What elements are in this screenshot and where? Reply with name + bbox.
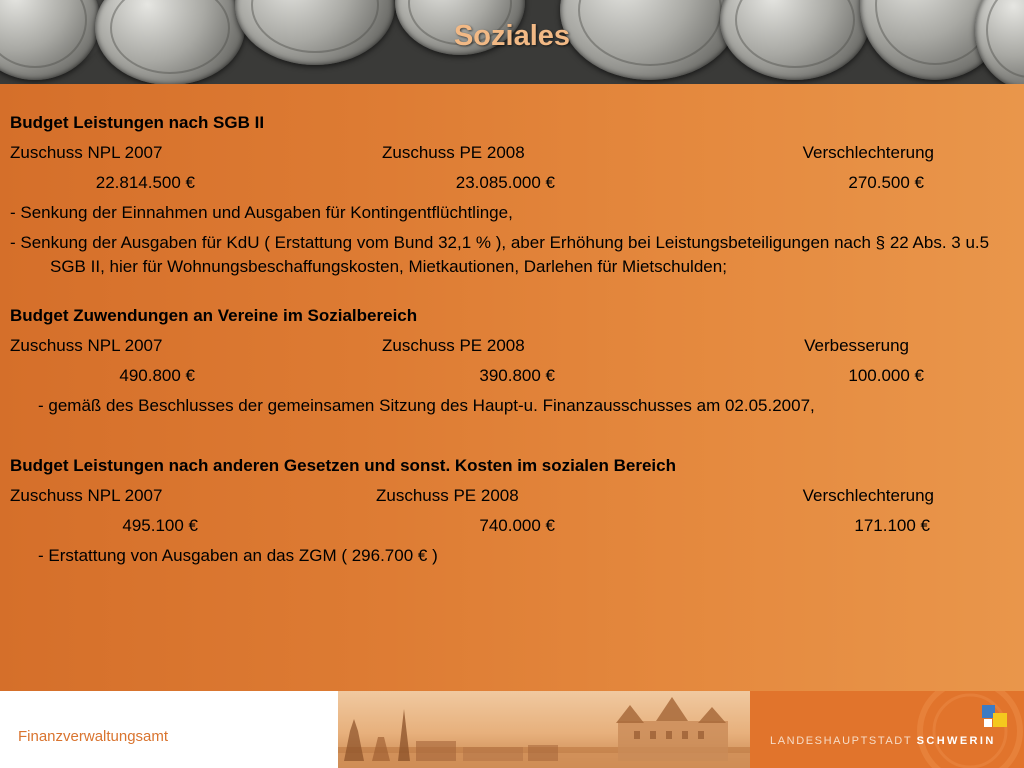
city-brand-box	[750, 691, 1024, 768]
label-change: Verschlechterung	[802, 486, 934, 505]
value-pe: 740.000 €	[479, 516, 555, 535]
value-pe: 390.800 €	[479, 366, 555, 385]
value-change: 100.000 €	[848, 366, 924, 385]
section-heading: Budget Leistungen nach anderen Gesetzen und sonst. Kosten im sozialen Bereich	[10, 456, 676, 475]
value-pe: 23.085.000 €	[455, 173, 555, 192]
note-text: - Senkung der Ausgaben für KdU ( Erstattung vom Bund 32,1 % ), aber Erhöhung bei Leistungsbeteiligungen nach § 22 Abs. 3 u.5 SGB II, hier für Wohnungsbeschaffungskosten, Mietkautionen, Darlehen für Mietschulden;	[10, 233, 990, 276]
note-text: - Senkung der Einnahmen und Ausgaben für Kontingentflüchtlinge,	[10, 203, 513, 222]
content-body	[10, 108, 1010, 571]
brand-city: SCHWERIN	[916, 735, 996, 747]
label-npl: Zuschuss NPL 2007	[10, 486, 163, 505]
value-npl: 495.100 €	[122, 516, 198, 535]
page-title: Soziales	[453, 20, 571, 52]
header-banner	[0, 0, 1024, 84]
label-pe: Zuschuss PE 2008	[376, 486, 519, 505]
label-row	[10, 331, 1010, 361]
value-npl: 22.814.500 €	[95, 173, 195, 192]
footer	[0, 691, 1024, 768]
brand-wordmark	[770, 735, 996, 747]
value-change: 171.100 €	[854, 516, 930, 535]
content-panel	[0, 84, 1024, 691]
footer-department-box	[0, 691, 338, 768]
value-row	[10, 168, 1010, 198]
label-pe: Zuschuss PE 2008	[382, 336, 525, 355]
department-label: Finanzverwaltungsamt	[18, 728, 169, 745]
note-text: - gemäß des Beschlusses der gemeinsamen Sitzung des Haupt-u. Finanzausschusses am 02.05.2007,	[38, 396, 815, 415]
brand-prefix: LANDESHAUPTSTADT	[770, 735, 912, 747]
section-heading: Budget Zuwendungen an Vereine im Sozialbereich	[10, 306, 418, 325]
skyline-illustration	[338, 691, 750, 768]
seal-watermark	[750, 691, 1024, 768]
value-npl: 490.800 €	[119, 366, 195, 385]
label-npl: Zuschuss NPL 2007	[10, 336, 163, 355]
city-skyline-image	[338, 691, 750, 768]
note-text: - Erstattung von Ausgaben an das ZGM ( 296.700 € )	[38, 546, 438, 565]
label-change: Verschlechterung	[802, 143, 934, 162]
label-row	[10, 138, 1010, 168]
label-change: Verbesserung	[804, 336, 909, 355]
label-pe: Zuschuss PE 2008	[382, 143, 525, 162]
value-row	[10, 511, 1010, 541]
value-row	[10, 361, 1010, 391]
section-heading: Budget Leistungen nach SGB II	[10, 113, 265, 132]
label-npl: Zuschuss NPL 2007	[10, 143, 163, 162]
label-row	[10, 481, 1010, 511]
value-change: 270.500 €	[848, 173, 924, 192]
